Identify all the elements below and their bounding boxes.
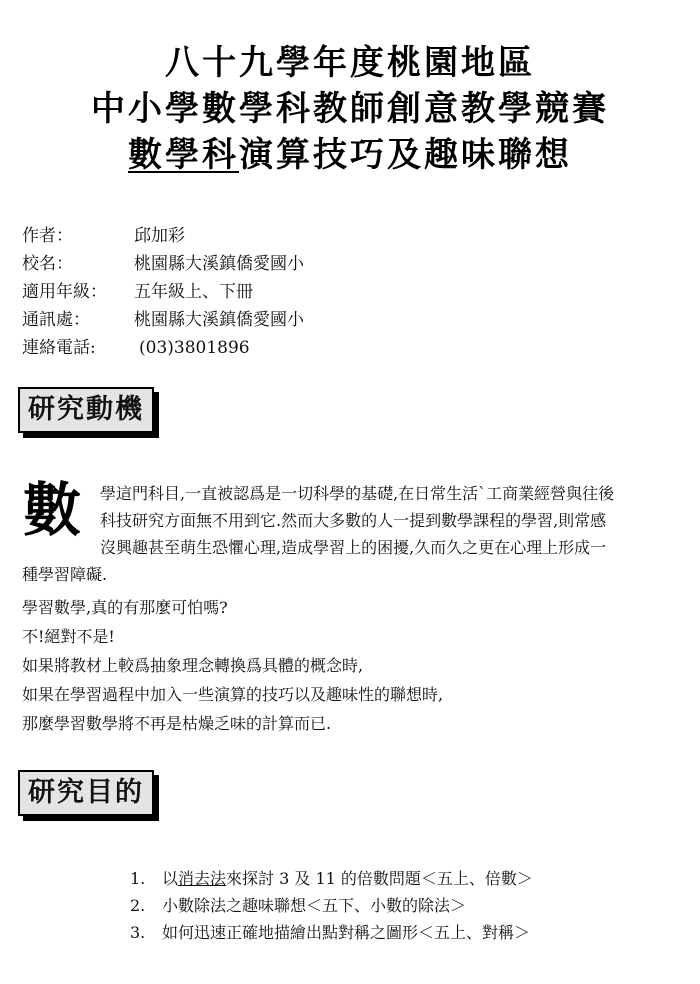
paragraph-line: 學這門科目,一直被認爲是一切科學的基礎,在日常生活`工商業經營與往後 <box>100 484 615 503</box>
info-row-phone <box>22 334 304 362</box>
section-heading-motivation: 研究動機 <box>18 387 154 433</box>
purpose-list <box>130 865 533 946</box>
info-row-school <box>22 250 304 278</box>
list-item <box>130 919 533 946</box>
list-text: 如何迅速正確地描繪出點對稱之圖形＜五上、對稱＞ <box>162 923 531 942</box>
info-value: 桃園縣大溪鎮僑愛國小 <box>134 310 304 330</box>
info-value: (03)3801896 <box>139 338 250 358</box>
list-text-underlined: 消去法 <box>178 869 227 888</box>
info-value: 桃園縣大溪鎮僑愛國小 <box>134 254 304 274</box>
title-line-3 <box>0 132 700 178</box>
info-value: 五年級上、下冊 <box>134 282 253 302</box>
list-text <box>162 865 533 892</box>
document-title <box>0 40 700 178</box>
body-line: 如果將教材上較爲抽象理念轉換爲具體的概念時, <box>22 656 364 675</box>
paragraph-line: 科技研究方面無不用到它.然而大多數的人一提到數學課程的學習,則常感 <box>100 511 607 530</box>
title-line-1: 八十九學年度桃園地區 <box>165 43 535 83</box>
list-text-post: 來探討 3 及 11 的倍數問題＜五上、倍數＞ <box>226 869 533 888</box>
motivation-paragraph <box>100 480 690 561</box>
list-number: 2. <box>130 896 146 915</box>
motivation-lines <box>22 593 443 738</box>
body-line: 那麼學習數學將不再是枯燥乏味的計算而已. <box>22 714 332 733</box>
body-line: 如果在學習過程中加入一些演算的技巧以及趣味性的聯想時, <box>22 685 444 704</box>
paragraph-line: 種學習障礙. <box>22 565 108 584</box>
list-number: 1. <box>130 869 146 888</box>
info-label: 連絡電話: <box>22 338 96 358</box>
list-text: 小數除法之趣味聯想＜五下、小數的除法＞ <box>162 896 467 915</box>
paragraph-line: 沒興趣甚至萌生恐懼心理,造成學習上的困擾,久而久之更在心理上形成一 <box>100 538 607 557</box>
info-label: 作者： <box>22 226 73 246</box>
title-line-2: 中小學數學科教師創意教學競賽 <box>91 89 609 129</box>
title-line-3-rest: 演算技巧及趣味聯想 <box>239 135 572 175</box>
info-label: 校名： <box>22 254 73 274</box>
info-value: 邱加彩 <box>134 226 185 246</box>
list-number: 3. <box>130 923 146 942</box>
info-row-grade <box>22 278 304 306</box>
body-line: 不!絕對不是! <box>22 627 115 646</box>
drop-cap: 數 <box>23 476 82 544</box>
author-info <box>22 222 304 362</box>
info-label: 適用年級： <box>22 282 107 302</box>
list-item <box>130 865 533 892</box>
title-line-3-underlined: 數學科 <box>128 135 239 175</box>
section-heading-purpose: 研究目的 <box>18 770 154 816</box>
info-row-address <box>22 306 304 334</box>
list-text-pre: 以 <box>162 869 179 888</box>
list-item <box>130 892 533 919</box>
info-label: 通訊處： <box>22 310 90 330</box>
info-row-author <box>22 222 304 250</box>
body-line: 學習數學,真的有那麼可怕嗎? <box>22 598 228 617</box>
